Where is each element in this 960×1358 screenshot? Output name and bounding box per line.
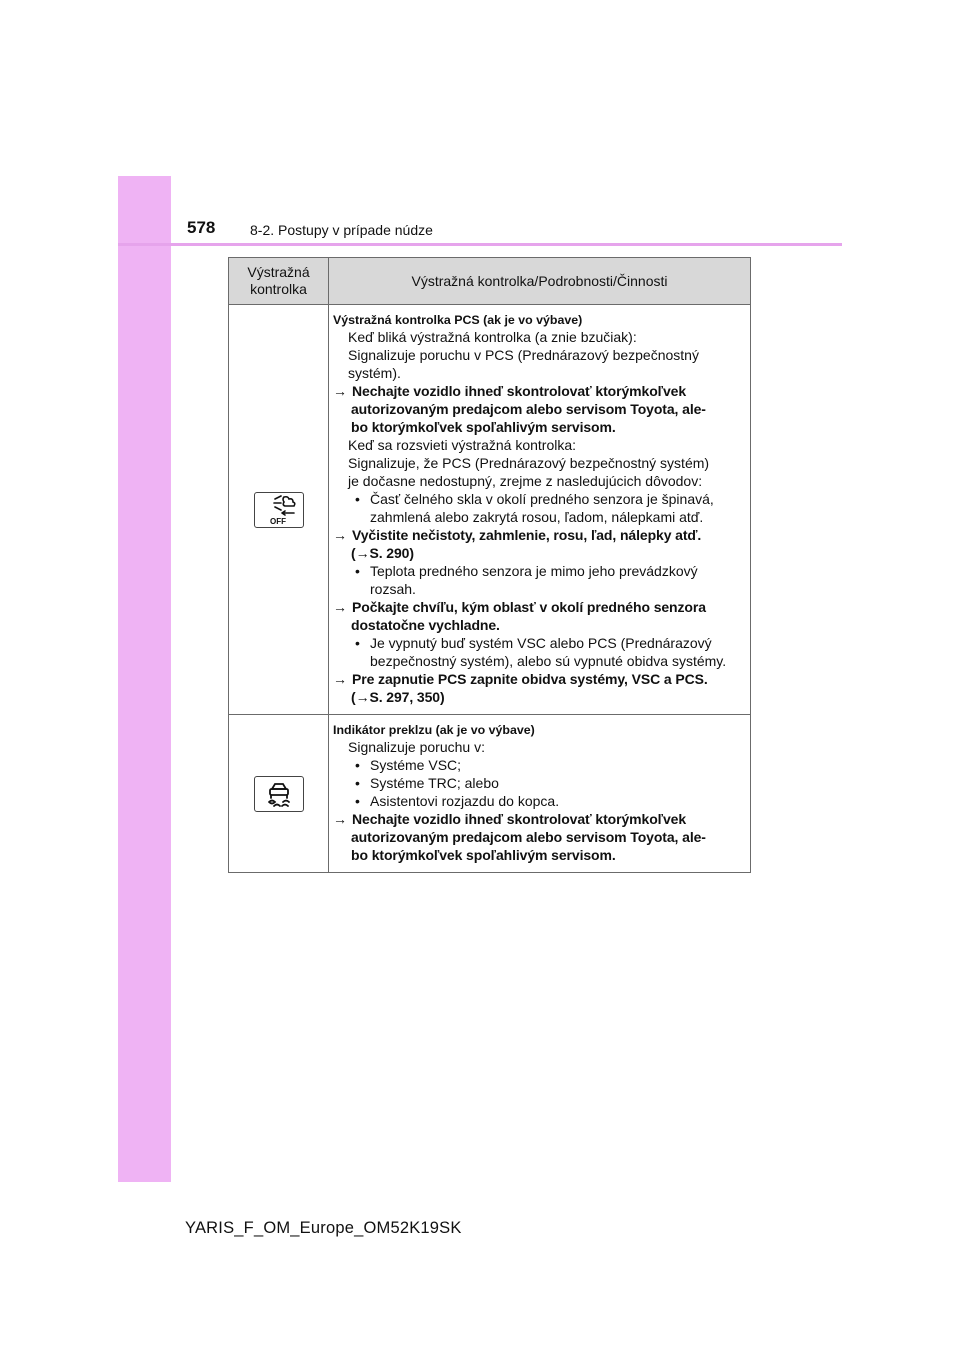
detail-line: Keď bliká výstražná kontrolka (a znie bzučiak): [348, 329, 637, 345]
action-line: autorizovaným predajcom alebo servisom Toyota, ale- [351, 829, 706, 845]
header-light: Výstražná kontrolka [229, 258, 329, 305]
bullet-icon: • [355, 491, 360, 507]
action-line: → Pre zapnutie PCS zapnite obidva systémy, VSC a PCS. [333, 671, 708, 687]
table-row [229, 715, 751, 873]
bullet-icon: • [355, 635, 360, 651]
table-row [229, 305, 751, 715]
bullet-line: • Asistentovi rozjazdu do kopca. [355, 793, 560, 809]
bullet-line: • Teplota predného senzora je mimo jeho prevádzkový [355, 563, 698, 579]
action-line: → Počkajte chvíľu, kým oblasť v okolí predného senzora [333, 599, 706, 615]
footer-doc-id: YARIS_F_OM_Europe_OM52K19SK [185, 1219, 462, 1237]
detail-line: Keď sa rozsvieti výstražná kontrolka: [348, 437, 577, 453]
action-line: bo ktorýmkoľvek spoľahlivým servisom. [351, 419, 616, 435]
arrow-icon: → [333, 811, 347, 827]
slip-indicator-icon [254, 776, 304, 812]
action-line: dostatočne vychladne. [351, 617, 500, 633]
bullet-line: • Systéme TRC; alebo [355, 775, 499, 791]
bullet-icon: • [355, 775, 360, 791]
action-line: bo ktorýmkoľvek spoľahlivým servisom. [351, 847, 616, 863]
side-band [118, 176, 171, 1182]
detail-line: je dočasne nedostupný, zrejme z nasledujúcich dôvodov: [348, 473, 703, 489]
bullet-line: • Je vypnutý buď systém VSC alebo PCS (Prednárazový [355, 635, 712, 651]
bullet-line: bezpečnostný systém), alebo sú vypnuté obidva systémy. [370, 653, 727, 669]
detail-line: Signalizuje poruchu v PCS (Prednárazový bezpečnostný [348, 347, 699, 363]
arrow-icon: → [333, 527, 347, 543]
header-rule [118, 243, 842, 246]
arrow-icon: → [355, 689, 370, 705]
detail-line: Signalizuje, že PCS (Prednárazový bezpečnostný systém) [348, 455, 710, 471]
bullet-icon: • [355, 757, 360, 773]
page-reference: (→S. 290) [351, 545, 414, 561]
action-line: → Nechajte vozidlo ihneď skontrolovať ktorýmkoľvek [333, 811, 687, 827]
bullet-line: rozsah. [370, 581, 416, 597]
section-title: 8-2. Postupy v prípade núdze [250, 222, 433, 238]
row-title: Výstražná kontrolka PCS (ak je vo výbave) [333, 313, 583, 327]
action-line: → Vyčistite nečistoty, zahmlenie, rosu, ľad, nálepky atď. [333, 527, 702, 543]
details-cell [329, 305, 751, 715]
icon-cell [229, 305, 329, 715]
action-line: → Nechajte vozidlo ihneď skontrolovať ktorýmkoľvek [333, 383, 687, 399]
table-header-row [229, 258, 751, 305]
action-line: autorizovaným predajcom alebo servisom Toyota, ale- [351, 401, 706, 417]
arrow-icon: → [333, 599, 347, 615]
arrow-icon: → [355, 545, 370, 561]
pcs-off-icon [254, 492, 304, 528]
bullet-icon: • [355, 563, 360, 579]
bullet-icon: • [355, 793, 360, 809]
header-details: Výstražná kontrolka/Podrobnosti/Činnosti [329, 258, 751, 305]
warning-light-table [228, 257, 751, 873]
bullet-line: zahmlená alebo zakrytá rosou, ľadom, nálepkami atď. [370, 509, 704, 525]
detail-line: systém). [348, 365, 401, 381]
icon-cell [229, 715, 329, 873]
bullet-line: • Časť čelného skla v okolí predného senzora je špinavá, [355, 491, 714, 507]
page-number: 578 [187, 218, 216, 237]
svg-text:OFF: OFF [269, 516, 286, 526]
arrow-icon: → [333, 671, 347, 687]
arrow-icon: → [333, 383, 347, 399]
details-cell [329, 715, 751, 873]
row-title: Indikátor preklzu (ak je vo výbave) [333, 723, 535, 737]
detail-line: Signalizuje poruchu v: [348, 739, 485, 755]
page-reference: (→S. 297, 350) [351, 689, 445, 705]
bullet-line: • Systéme VSC; [355, 757, 462, 773]
